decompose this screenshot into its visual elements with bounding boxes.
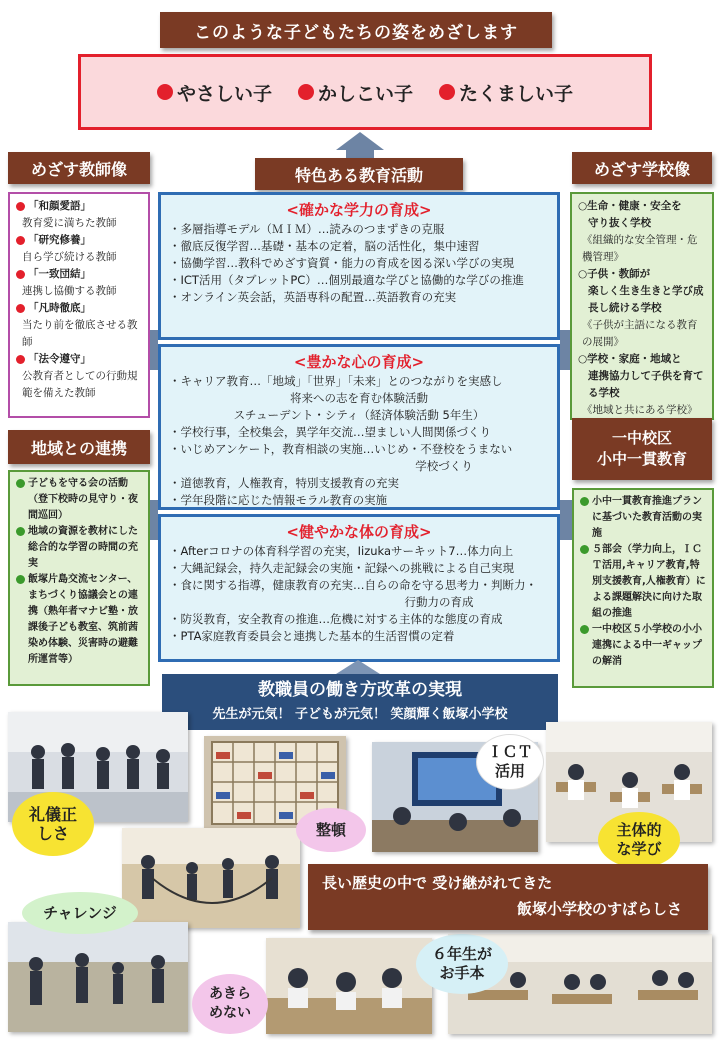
photo-jump-rope-image [122, 828, 300, 928]
school-item-text: 連携協力して子供を育てる学校 [588, 370, 704, 399]
bubble-tidy [296, 808, 366, 852]
teacher-head-text: 「和顔愛語」 [28, 200, 91, 212]
bubble-challenge [22, 892, 138, 934]
teacher-item-head [16, 198, 142, 215]
bubble-text: チャレンジ [43, 903, 117, 922]
jhs-title-line: 小中一貫教育 [596, 450, 687, 468]
goals-box [78, 54, 652, 130]
goal-label: かしこい子 [317, 82, 413, 105]
teacher-item-head [16, 351, 142, 368]
history-line: 長い歴史の中で 受け継がれてきた [322, 874, 553, 892]
list-item: ・学年段階に応じた情報モラル教育の実施 [169, 493, 388, 507]
bullet-dot-icon [157, 84, 173, 100]
list-item [16, 476, 142, 524]
school-item-head: ○学校・家庭・地域と [578, 353, 682, 365]
school-item-head: ○生命・健康・安全を [578, 200, 682, 212]
teacher-head-text: 「凡時徹底」 [28, 302, 91, 314]
goal-kind [157, 79, 272, 106]
list-item: ・いじめアンケート，教育相談の実施…いじめ・不登校をうまない [169, 442, 513, 456]
body-box [158, 514, 560, 662]
teacher-head-text: 「法令遵守」 [28, 353, 91, 365]
list-item-cont: 将来への志を育む体験活動 [290, 391, 428, 405]
list-item: ・徹底反復学習…基礎・基本の定着，脳の活性化，集中速習 [169, 239, 480, 253]
bullet-dot-icon [439, 84, 455, 100]
bullet-dot-icon [16, 479, 25, 488]
list-item [580, 622, 706, 670]
jhs-box [572, 488, 714, 688]
list-item: ・道徳教育，人権教育，特別支援教育の充実 [169, 476, 399, 490]
bubble-text: 礼儀正しさ [28, 805, 77, 843]
list-item: ・オンライン英会話，英語専科の配置…英語教育の充実 [169, 290, 457, 304]
teacher-item-desc: 当たり前を徹底させる教師 [22, 319, 138, 348]
academic-title: <確かな学力の育成> [286, 201, 432, 219]
list-item [16, 572, 142, 668]
teacher-head-text: 「一致団結」 [28, 268, 91, 280]
teacher-item-head [16, 266, 142, 283]
jhs-item-text: ５部会（学力向上，ＩＣＴ活用,キャリア教育,特別支援教育,人権教育）による課題解決に向けた取組の推進 [592, 544, 706, 619]
goal-smart [298, 79, 413, 106]
goal-strong [439, 79, 573, 106]
community-item-text: 飯塚片島交流センター、まちづくり協議会との連携（熟年者マナビ塾・放課後子ども教室、筑前茜染め体験、災害時の避難所運営等） [28, 574, 138, 665]
work-reform-banner [162, 674, 558, 730]
school-item-head: ○子供・教師が [578, 268, 651, 280]
jhs-title [572, 418, 712, 480]
photo-sixth-graders [266, 938, 432, 1034]
history-banner [308, 864, 708, 930]
bullet-dot-icon [580, 545, 589, 554]
school-box [570, 192, 714, 420]
teacher-item-desc: 自ら学び続ける教師 [22, 251, 117, 263]
photo-sixth-graders-image [266, 938, 432, 1034]
teacher-head-text: 「研究修養」 [28, 234, 91, 246]
activities-title: 特色ある教育活動 [255, 158, 463, 190]
bullet-dot-icon [298, 84, 314, 100]
school-item-sub: 《子供が主語になる教育の展開》 [582, 319, 698, 348]
community-title: 地域との連携 [8, 430, 150, 464]
work-reform-subtitle: 先生が元気！ 子どもが元気！ 笑顔輝く飯塚小学校 [212, 707, 508, 722]
teacher-item-desc: 公教育者としての行動規範を備えた教師 [22, 370, 138, 399]
list-item: ・Afterコロナの体育科学習の充実，Iizukaサーキット7…体力向上 [169, 544, 514, 558]
school-item-sub: 《組織的な安全管理・危機管理》 [582, 234, 698, 263]
list-item-cont: 学校づくり [415, 459, 473, 473]
teacher-item-desc: 連携し協働する教師 [22, 285, 117, 297]
teacher-title: めざす教師像 [8, 152, 150, 184]
bubble-proactive [598, 812, 680, 868]
heart-box [158, 344, 560, 510]
community-box [8, 470, 150, 686]
list-item: ・大縄記録会，持久走記録会の実施・記録への挑戦による自己実現 [169, 561, 514, 575]
bullet-dot-icon [16, 236, 25, 245]
list-item: ・防災教育，安全教育の推進…危機に対する主体的な態度の育成 [169, 612, 503, 626]
connector [150, 500, 158, 540]
photo-running [8, 922, 188, 1032]
bullet-dot-icon [16, 202, 25, 211]
photo-jump-rope [122, 828, 300, 928]
list-item-cont: スチューデント・シティ（経済体験活動 5年生） [233, 408, 485, 422]
connector [560, 330, 570, 370]
community-item-text: 地域の資源を教材にした総合的な学習の時間の充実 [28, 526, 138, 569]
list-item: ・多層指導モデル（ＭＩＭ）…読みのつまずきの克服 [169, 222, 445, 236]
bullet-dot-icon [580, 497, 589, 506]
bubble-text: 整頓 [315, 820, 346, 839]
school-item-sub: 《地域と共にある学校》 [582, 404, 698, 416]
goal-label: やさしい子 [176, 82, 272, 105]
list-item [16, 524, 142, 572]
body-title: <健やかな体の育成> [286, 523, 432, 541]
list-item: ・協働学習…教科でめざす資質・能力の育成を図る深い学びの実現 [169, 256, 514, 270]
connector [150, 330, 158, 370]
jhs-title-line: 一中校区 [611, 429, 672, 447]
list-item: ・ICT活用（タブレットPC）…個別最適な学びと協働的な学びの推進 [169, 273, 524, 287]
history-line: 飯塚小学校のすばらしさ [516, 900, 682, 918]
bullet-dot-icon [16, 304, 25, 313]
list-item [580, 542, 706, 622]
work-reform-title: 教職員の働き方改革の実現 [258, 680, 462, 700]
bubble-text: ６年生がお手本 [431, 945, 492, 982]
list-item: ・学校行事，全校集会，異学年交流…望ましい人間関係づくり [169, 425, 491, 439]
bubble-persist [192, 974, 268, 1034]
photo-running-image [8, 922, 188, 1032]
bubble-manners [12, 792, 94, 856]
community-item-text: 子どもを守る会の活動（登下校時の見守り・夜間巡回） [28, 478, 138, 521]
teacher-item-desc: 教育愛に満ちた教師 [22, 217, 117, 229]
goal-label: たくましい子 [459, 82, 574, 105]
school-item-text: 守り抜く学校 [588, 217, 651, 229]
bubble-text: 主体的な学び [616, 821, 662, 858]
teacher-item-head [16, 232, 142, 249]
school-title: めざす学校像 [572, 152, 712, 184]
bubble-text: ＩＣＴ活用 [487, 743, 533, 780]
bullet-dot-icon [16, 527, 25, 536]
heart-title: <豊かな心の育成> [293, 353, 425, 371]
school-item-text: 楽しく生き生きと学び成長し続ける学校 [588, 285, 704, 314]
bubble-model [416, 934, 508, 994]
bubble-ict [476, 734, 544, 790]
bullet-dot-icon [16, 355, 25, 364]
list-item: ・食に関する指導，健康教育の充実…自らの命を守る思考力・判断力・ [169, 578, 537, 592]
up-arrow-icon [336, 660, 380, 674]
up-arrow-icon [336, 132, 384, 150]
teacher-item-head [16, 300, 142, 317]
jhs-item-text: 一中校区５小学校の小小連携による中一ギャップの解消 [592, 624, 702, 667]
connector [560, 500, 572, 540]
list-item: ・PTA家庭教育委員会と連携した基本的生活習慣の定着 [169, 629, 455, 643]
list-item-cont: 行動力の育成 [404, 595, 474, 609]
jhs-item-text: 小中一貫教育推進プランに基づいた教育活動の実施 [592, 496, 702, 539]
list-item [580, 494, 706, 542]
bullet-dot-icon [16, 575, 25, 584]
page-title: このような子どもたちの姿をめざします [160, 12, 552, 48]
bullet-dot-icon [16, 270, 25, 279]
bullet-dot-icon [580, 625, 589, 634]
list-item: ・キャリア教育…「地域」「世界」「未来」とのつながりを実感し [169, 374, 503, 388]
teacher-box [8, 192, 150, 418]
academic-box [158, 192, 560, 340]
bubble-text: あきらめない [209, 986, 251, 1021]
